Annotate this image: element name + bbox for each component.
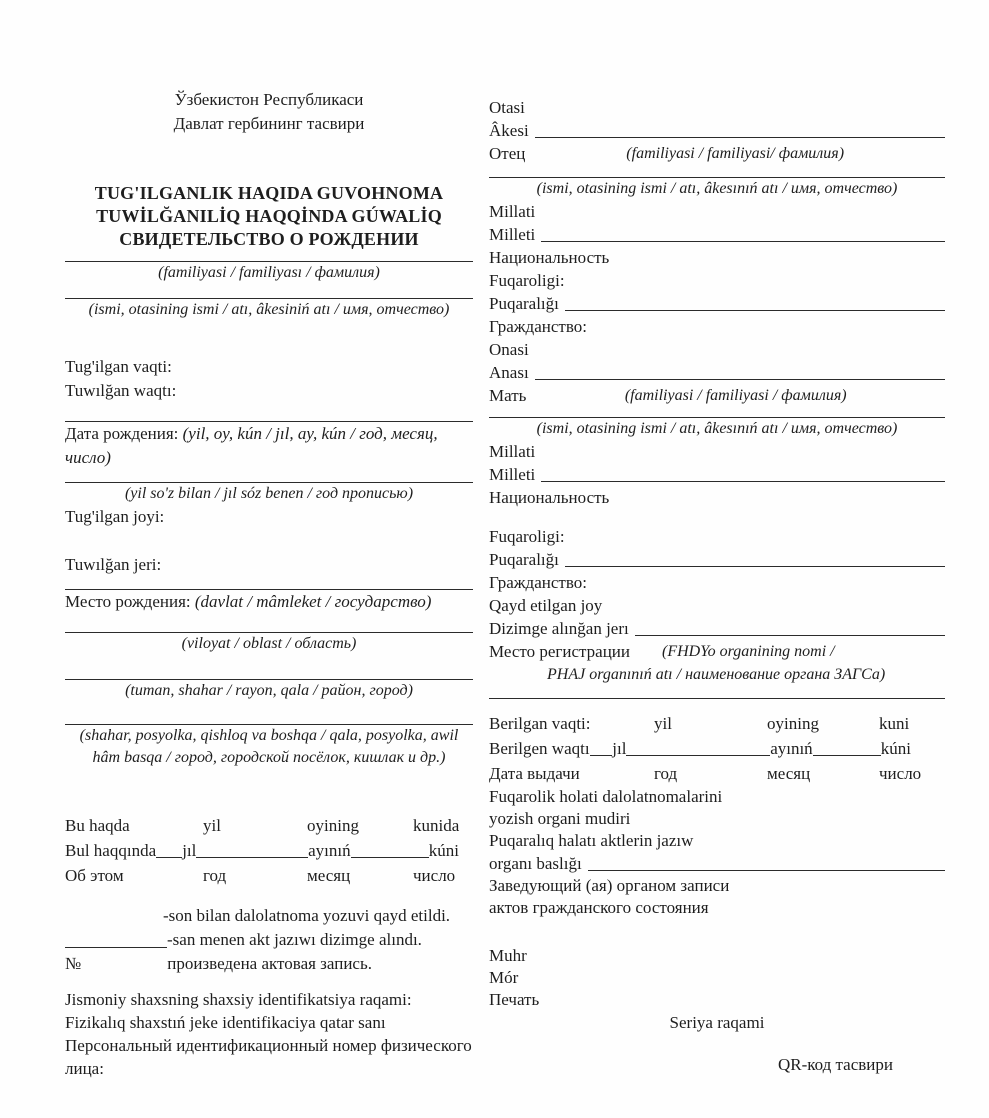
blank-underline	[196, 857, 308, 858]
registrar-signature-row	[489, 852, 945, 875]
registrar-block	[489, 786, 945, 919]
mother-nationality-underline	[541, 481, 945, 482]
act-date-year-ru: год	[203, 866, 227, 885]
blank-underline	[626, 755, 770, 756]
birth-time-label-uz: Tug'ilgan vaqti:	[65, 357, 172, 376]
issue-date-year-ru: год	[654, 764, 678, 783]
seal-label-ru: Печать	[489, 990, 540, 1009]
title-uzbek: TUG'ILGANLIK HAQIDA GUVOHNOMA	[94, 183, 444, 203]
mother-citizenship-underline	[565, 566, 945, 567]
mother-nationality-row	[489, 463, 945, 486]
father-given-name-caption: (ismi, otasining ismi / atı, âkesınıń atı / имя, отчество)	[536, 180, 898, 197]
pin-label-ru-2: лица:	[65, 1059, 104, 1078]
father-label-kaa: Âkesi	[489, 121, 529, 140]
title-karakalpak: TUWİLĞANILİQ HAQQİNDA GÚWALİQ	[96, 206, 442, 226]
issue-date-month-ru: месяц	[767, 764, 811, 783]
act-date-label-ru: Об этом	[65, 866, 124, 885]
mother-label-kaa: Anası	[489, 363, 529, 382]
pin-label-kaa: Fizikalıq shaxstıń jeke identifikaciya qatar sanı	[65, 1013, 386, 1032]
issue-date-label-kaa: Berilgen waqtı	[489, 739, 590, 758]
mother-surname-row	[489, 361, 945, 384]
surname-caption: (familiyasi / familiyası / фамилия)	[158, 264, 380, 281]
birth-time-label-kaa: Tuwılğan waqtı:	[65, 381, 177, 400]
numero-sign: №	[65, 954, 82, 973]
registration-hint-1: (FHDYo organining nomi /	[662, 643, 835, 660]
act-date-month-ru: месяц	[307, 866, 351, 885]
father-surname-row	[489, 119, 945, 142]
father-citizenship-ru: Гражданство:	[489, 317, 587, 336]
birth-place-label-ru: Место рождения:	[65, 592, 191, 611]
blank-underline	[156, 857, 182, 858]
issue-date-label-uz: Berilgan vaqti:	[489, 714, 591, 733]
issue-date-table	[489, 711, 945, 786]
act-date-day-kaa: kúni	[428, 841, 459, 860]
act-number-underline	[65, 947, 167, 948]
act-date-row-ru	[65, 863, 473, 888]
mother-label-uz: Onasi	[489, 340, 529, 359]
seal-label-kaa: Mór	[489, 968, 519, 987]
issue-date-row-uz	[489, 711, 945, 736]
act-date-label-kaa: Bul haqqında	[65, 841, 157, 860]
issue-date-row-kaa	[489, 736, 945, 761]
registrar-uz-2: yozish organi mudiri	[489, 809, 631, 828]
registration-blank-line	[489, 698, 945, 699]
mother-nationality-ru: Национальность	[489, 488, 610, 507]
blank-underline	[813, 755, 881, 756]
birth-place-row	[65, 590, 473, 614]
mother-citizenship-row	[489, 548, 945, 571]
pin-label-uz: Jismoniy shaxsning shaxsiy identifikatsiya raqami:	[65, 990, 412, 1009]
act-record-date-table	[65, 813, 473, 888]
registrar-ru-1: Заведующий (ая) органом записи	[489, 876, 730, 895]
emblem-line-state: Давлат гербининг тасвири	[173, 114, 365, 133]
title-russian: СВИДЕТЕЛЬСТВО О РОЖДЕНИИ	[119, 229, 419, 249]
registrar-kaa-1: Puqaralıq halatı aktlerin jazıw	[489, 831, 694, 850]
issue-date-label-ru: Дата выдачи	[489, 764, 580, 783]
father-nationality-uz: Millati	[489, 202, 536, 221]
pin-label-ru-1: Персональный идентификационный номер физического	[65, 1036, 472, 1055]
act-note-kaa-row	[65, 928, 473, 952]
father-surname-caption: (familiyasi / familiyasi/ фамилия)	[626, 145, 845, 162]
document-title	[65, 182, 473, 251]
blank-underline	[590, 755, 613, 756]
act-note-kaa: -san menen akt jazıwı dizimge alındı.	[167, 930, 422, 949]
registration-hint-2: PHAJ organınıń atı / наименование органа ЗАГСа)	[547, 666, 886, 683]
registrar-ru-2: актов гражданского состояния	[489, 898, 709, 917]
act-note-ru: произведена актовая запись.	[167, 954, 372, 973]
birth-place-label-uz: Tug'ilgan joyi:	[65, 507, 165, 526]
act-date-year-uz: yil	[203, 816, 221, 835]
region-caption: (viloyat / oblast / область)	[181, 635, 357, 652]
blank-underline	[351, 857, 429, 858]
birth-place-country-hint: (davlat / mâmleket / государство)	[194, 592, 432, 611]
father-surname-caption-row	[489, 142, 945, 165]
settlement-caption: (shahar, posyolka, qishloq va boshqa / qala, posyolka, awil hâm basqa / город, городской посёлок, кишлак и др.)	[79, 727, 459, 766]
act-note-ru-row	[65, 952, 473, 976]
act-note-uz: -son bilan dalolatnoma yozuvi qayd etildi.	[163, 906, 451, 925]
given-name-caption: (ismi, otasining ismi / atı, âkesiniń atı / имя, отчество)	[88, 301, 450, 318]
mother-surname-caption-row	[489, 384, 945, 407]
issue-date-row-ru	[489, 761, 945, 786]
issue-date-year-uz: yil	[654, 714, 672, 733]
registration-place-underline	[635, 635, 945, 636]
mother-given-name-caption: (ismi, otasining ismi / atı, âkesınıń atı / имя, отчество)	[536, 420, 898, 437]
registrar-signature-underline	[588, 870, 945, 871]
left-column	[65, 88, 473, 1118]
father-citizenship-kaa: Puqaralığı	[489, 294, 559, 313]
mother-citizenship-kaa: Puqaralığı	[489, 550, 559, 569]
father-label-ru: Отец	[489, 144, 526, 163]
birth-date-row	[65, 422, 473, 470]
district-caption: (tuman, shahar / rayon, qala / район, город)	[125, 682, 413, 699]
issue-date-month-uz: oyining	[767, 714, 819, 733]
right-column	[489, 88, 945, 1118]
issue-date-month-kaa: ayınıń	[770, 739, 813, 758]
act-date-year-kaa: jıl	[182, 841, 197, 860]
act-record-note	[65, 904, 473, 976]
mother-label-ru: Мать	[489, 386, 527, 405]
emblem-line-republic: Ўзбекистон Республикаси	[174, 90, 364, 109]
birth-date-hint: (yil, oy, kún / jıl, ay, kún / год, месяц, число)	[65, 424, 438, 467]
registration-place-kaa: Dizimge alınğan jerı	[489, 619, 629, 638]
registration-place-row	[489, 617, 945, 640]
issue-date-day-uz: kuni	[879, 714, 910, 733]
qr-code-label: QR-код тасвири	[777, 1055, 893, 1074]
father-label-uz: Otasi	[489, 98, 525, 117]
father-nationality-kaa: Milleti	[489, 225, 536, 244]
registrar-uz-1: Fuqarolik holati dalolatnomalarini	[489, 787, 723, 806]
mother-nationality-kaa: Milleti	[489, 465, 536, 484]
father-nationality-row	[489, 223, 945, 246]
series-number-label: Seriya raqami	[669, 1013, 765, 1032]
act-date-day-ru: число	[413, 866, 456, 885]
mother-citizenship-uz: Fuqaroligi:	[489, 527, 565, 546]
father-nationality-ru: Национальность	[489, 248, 610, 267]
father-citizenship-row	[489, 292, 945, 315]
act-date-day-uz: kunida	[413, 816, 460, 835]
father-citizenship-uz: Fuqaroligi:	[489, 271, 565, 290]
year-in-words-caption: (yil so'z bilan / jıl sóz benen / год прописью)	[124, 485, 414, 502]
seal-block	[489, 945, 945, 1011]
registration-place-ru: Место регистрации	[489, 642, 630, 661]
registration-place-ru-row	[489, 640, 945, 663]
act-date-label-uz: Bu haqda	[65, 816, 130, 835]
seal-label-uz: Muhr	[489, 946, 527, 965]
coat-of-arms-caption	[65, 88, 473, 136]
act-date-month-uz: oyining	[307, 816, 359, 835]
father-surname-underline	[535, 137, 945, 138]
act-date-row-uz	[65, 813, 473, 838]
birth-date-label-ru: Дата рождения:	[65, 424, 179, 443]
registration-place-uz: Qayd etilgan joy	[489, 596, 603, 615]
issue-date-year-kaa: jıl	[612, 739, 627, 758]
father-citizenship-underline	[565, 310, 945, 311]
birth-place-label-kaa: Tuwılğan jeri:	[65, 555, 162, 574]
personal-id-block	[65, 988, 527, 1080]
act-date-row-kaa	[65, 838, 473, 863]
issue-date-day-kaa: kúni	[880, 739, 912, 758]
mother-surname-caption: (familiyasi / familiyasi / фамилия)	[624, 387, 847, 404]
father-nationality-underline	[541, 241, 945, 242]
registrar-kaa-2: organı baslığı	[489, 854, 582, 873]
issue-date-day-ru: число	[879, 764, 922, 783]
mother-citizenship-ru: Гражданство:	[489, 573, 587, 592]
mother-surname-underline	[535, 379, 945, 380]
act-date-month-kaa: ayınıń	[308, 841, 351, 860]
mother-nationality-uz: Millati	[489, 442, 536, 461]
